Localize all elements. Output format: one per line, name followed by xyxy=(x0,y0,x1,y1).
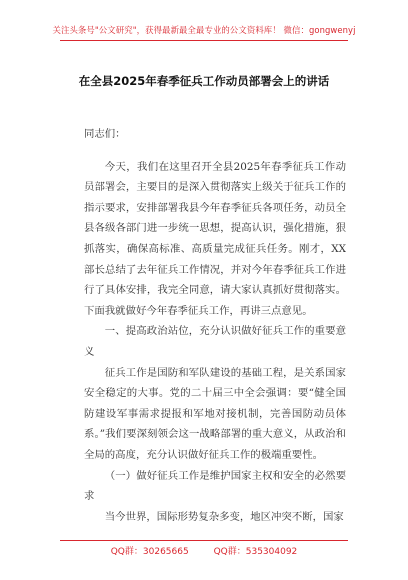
salutation: 同志们： xyxy=(84,128,126,140)
qq-group-left: QQ群：30265665 xyxy=(110,547,189,557)
header-divider xyxy=(60,40,348,41)
footer-divider xyxy=(60,540,348,541)
document-body xyxy=(84,124,346,527)
subsection-heading-1: （一）做好征兵工作是维护国家主权和安全的必然要求 xyxy=(84,469,346,503)
header-banner: 关注头条号"公文研究"，获得最新最全最专业的公文资料库！ 微信：gongwenyj xyxy=(52,25,356,35)
footer-bar xyxy=(0,544,408,557)
paragraph-section-1: 征兵工作是国防和军队建设的基础工程，是关系国家安全稳定的大事。党的二十届三中全会强调：要“健全国防建设军事需求提报和军地对接机制，完善国防动员体系。”我们要深刻领会这一战略部署的重大意义，从政治和全局的高度，充分认识做好征兵工作的极端重要性。 xyxy=(84,366,346,461)
paragraph-subsection-1: 当今世界，国际形势复杂多变，地区冲突不断，国家 xyxy=(104,510,344,523)
paragraph-intro: 今天，我们在这里召开全县2025年春季征兵工作动员部署会，主要目的是深入贯彻落实上级关于征兵工作的指示要求，安排部署我县今年春季征兵各项任务，动员全县各级各部门进一步统一思想，提高认识，强化措施，狠抓落实，确保高标准、高质量完成征兵任务。刚才，XX部长总结了去年征兵工作情况，并对今年春季征兵工作进行了具体安排，我完全同意，请大家认真抓好贯彻落实。下面我就做好今年春季征兵工作，再讲三点意见。 xyxy=(84,160,346,317)
document-title: 在全县2025年春季征兵工作动员部署会上的讲话 xyxy=(78,74,330,88)
section-heading-1: 一、提高政治站位，充分认识做好征兵工作的重要意义 xyxy=(84,325,346,358)
qq-group-right: QQ群：535304092 xyxy=(213,547,298,557)
